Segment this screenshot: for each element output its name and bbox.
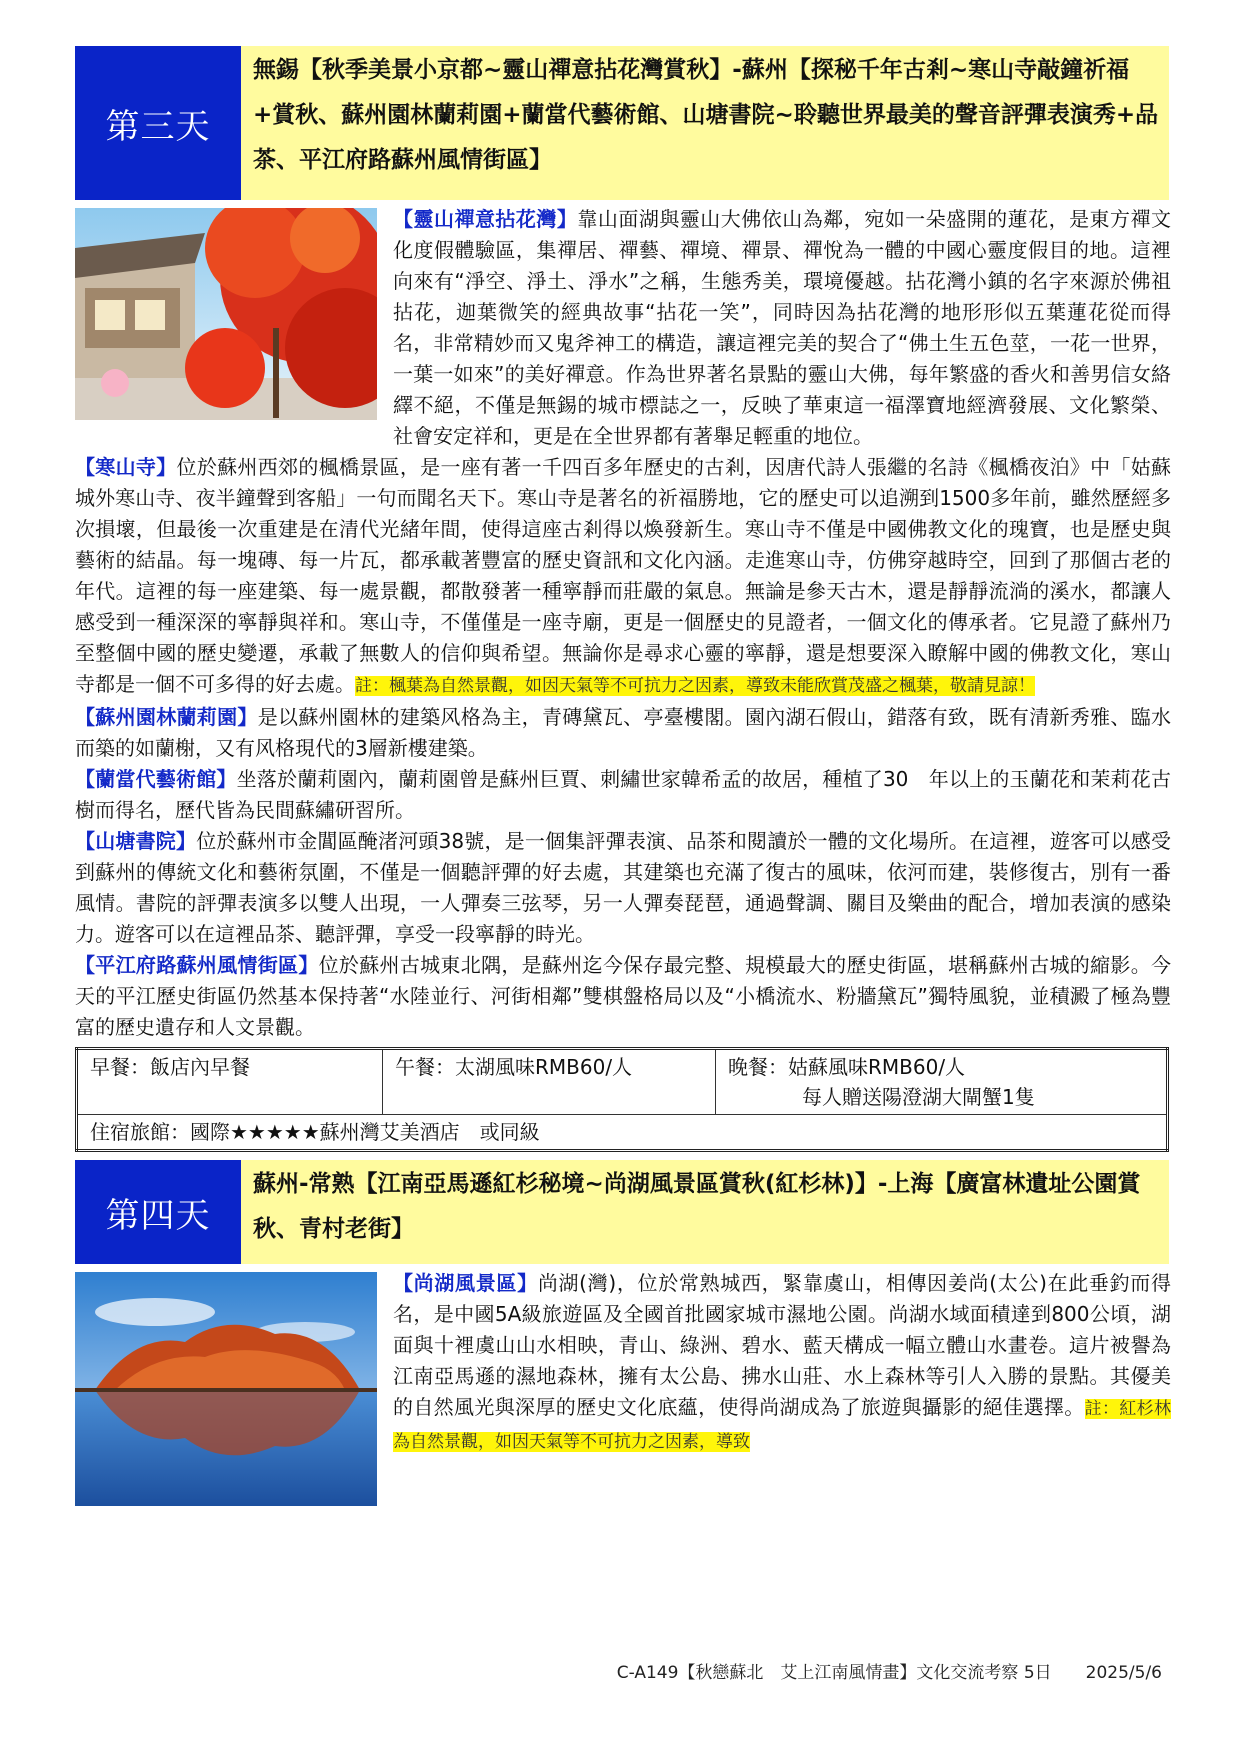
pingjiang-heading: 【平江府路蘇州風情街區】 [75, 953, 319, 977]
landang-heading: 【蘭當代藝術館】 [75, 767, 237, 791]
day4-title: 蘇州-常熟【江南亞馬遜紅杉秘境~尚湖風景區賞秋(紅杉林)】-上海【廣富林遺址公園賞秋、青村老街】 [241, 1160, 1169, 1264]
red-cedar-lake-photo-icon [75, 1272, 377, 1506]
day3-badge: 第三天 [75, 46, 241, 200]
day3-photo [75, 208, 377, 420]
lanli-paragraph [75, 702, 1171, 764]
itinerary-page [75, 46, 1171, 1508]
day3-title: 無錫【秋季美景小京都~靈山禪意拈花灣賞秋】-蘇州【探秘千年古剎~寒山寺敲鐘祈福+賞秋、蘇州園林蘭莉園+蘭當代藝術館、山塘書院~聆聽世界最美的聲音評彈表演秀+品茶、平江府路蘇州風情街區】 [241, 46, 1169, 200]
hanshan-paragraph [75, 452, 1171, 702]
red-maple-street-photo-icon [75, 208, 377, 420]
meals-row [77, 1049, 1168, 1115]
shantang-text: 位於蘇州市金閶區醃渚河頭38號，是一個集評彈表演、品茶和閱讀於一體的文化場所。在這裡，遊客可以感受到蘇州的傳統文化和藝術氛圍，不僅是一個聽評彈的好去處，其建築也充滿了復古的風味，依河而建，裝修復古，別有一番風情。書院的評彈表演多以雙人出現，一人彈奏三弦琴，另一人彈奏琵琶，通過聲調、關目及樂曲的配合，增加表演的感染力。遊客可以在這裡品茶、聽評彈，享受一段寧靜的時光。 [75, 829, 1172, 946]
breakfast-cell: 早餐：飯店內早餐 [77, 1049, 383, 1115]
hanshan-heading: 【寒山寺】 [75, 455, 177, 479]
pingjiang-paragraph [75, 950, 1171, 1043]
hanshan-text: 位於蘇州西郊的楓橋景區，是一座有著一千四百多年歷史的古剎，因唐代詩人張繼的名詩《楓橋夜泊》中「姑蘇城外寒山寺、夜半鐘聲到客船」一句而聞名天下。寒山寺是著名的祈福勝地，它的歷史可以追溯到1500多年前，雖然歷經多次損壞，但最後一次重建是在清代光緒年間，使得這座古剎得以煥發新生。寒山寺不僅是中國佛教文化的瑰寶，也是歷史與藝術的結晶。每一塊磚、每一片瓦，都承載著豐富的歷史資訊和文化內涵。走進寒山寺，仿佛穿越時空，回到了那個古老的年代。這裡的每一座建築、每一處景觀，都散發著一種寧靜而莊嚴的氣息。無論是參天古木，還是靜靜流淌的溪水，都讓人感受到一種深深的寧靜與祥和。寒山寺，不僅僅是一座寺廟，更是一個歷史的見證者，一個文化的傳承者。它見證了蘇州乃至整個中國的歷史變遷，承載了無數人的信仰與希望。無論你是尋求心靈的寧靜，還是想要深入瞭解中國的佛教文化，寒山寺都是一個不可多得的好去處。 [75, 455, 1172, 696]
pingjiang-text: 位於蘇州古城東北隅，是蘇州迄今保存最完整、規模最大的歷史街區，堪稱蘇州古城的縮影。今天的平江歷史街區仍然基本保持著“水陸並行、河街相鄰”雙棋盤格局以及“小橋流水、粉牆黛瓦”獨特風貌，並積澱了極為豐富的歷史遺存和人文景觀。 [75, 953, 1172, 1039]
day4-header [75, 1160, 1169, 1264]
lanli-text: 是以蘇州園林的建築风格為主，青磚黛瓦、亭臺樓閣。園內湖石假山，錯落有致，既有清新秀雅、臨水而築的如蘭榭，又有风格現代的3層新樓建築。 [75, 705, 1172, 760]
day3-body [75, 204, 1171, 1043]
day4-body [75, 1268, 1171, 1508]
lunch-cell: 午餐：太湖風味RMB60/人 [383, 1049, 716, 1115]
dinner-extra: 每人贈送陽澄湖大閘蟹1隻 [802, 1085, 1035, 1109]
shantang-heading: 【山塘書院】 [75, 829, 197, 853]
day4-photo [75, 1272, 377, 1506]
hotel-row [77, 1115, 1168, 1151]
lanli-heading: 【蘇州園林蘭莉園】 [75, 705, 258, 729]
hotel-cell: 住宿旅館：國際★★★★★蘇州灣艾美酒店 或同級 [77, 1115, 1168, 1151]
lingshan-heading: 【靈山禪意拈花灣】 [393, 207, 578, 231]
day3-meals-table [75, 1047, 1169, 1152]
shanghu-heading: 【尚湖風景區】 [393, 1271, 538, 1295]
shanghu-text: 尚湖(灣)，位於常熟城西，緊靠虞山，相傳因姜尚(太公)在此垂釣而得名，是中國5A級旅遊區及全國首批國家城市濕地公園。尚湖水域面積達到800公頃，湖面與十裡虞山山水相映，青山、綠洲、碧水、藍天構成一幅立體山水畫卷。這片被譽為江南亞馬遜的濕地森林，擁有太公島、拂水山莊、水上森林等引人入勝的景點。其優美的自然風光與深厚的歷史文化底蘊，使得尚湖成為了旅遊與攝影的絕佳選擇。 [393, 1271, 1171, 1419]
lingshan-text: 靠山面湖與靈山大佛依山為鄰，宛如一朵盛開的蓮花，是東方禪文化度假體驗區，集禪居、禪藝、禪境、禪景、禪悅為一體的中國心靈度假目的地。這裡向來有“淨空、淨土、淨水”之稱，生態秀美，環境優越。拈花灣小鎮的名字來源於佛祖拈花，迦葉微笑的經典故事“拈花一笑”，同時因為拈花灣的地形形似五葉蓮花從而得名，非常精妙而又鬼斧神工的構造，讓這裡完美的契合了“佛土生五色莖，一花一世界，一葉一如來”的美好禪意。作為世界著名景點的靈山大佛，每年繁盛的香火和善男信女絡繹不絕，不僅是無錫的城市標誌之一，反映了華東這一福澤寶地經濟發展、文化繁榮、社會安定祥和，更是在全世界都有著舉足輕重的地位。 [393, 207, 1172, 448]
landang-text: 坐落於蘭莉園內，蘭莉園曾是蘇州巨賈、刺繡世家韓希孟的故居，種植了30 年以上的玉蘭花和茉莉花古樹而得名，歷代皆為民間蘇繡研習所。 [75, 767, 1171, 822]
day4-badge: 第四天 [75, 1160, 241, 1264]
dinner-cell [716, 1049, 1168, 1115]
maple-note: 註：楓葉為自然景觀，如因天氣等不可抗力之因素，導致未能欣賞茂盛之楓葉，敬請見諒！ [355, 676, 1035, 696]
page-footer: C-A149【秋戀蘇北 艾上江南風情畫】文化交流考察 5日 2025/5/6 [616, 1663, 1162, 1683]
shantang-paragraph [75, 826, 1171, 950]
day3-header [75, 46, 1169, 200]
dinner-text: 晚餐：姑蘇風味RMB60/人 [728, 1055, 966, 1079]
cedar-note: 註：紅杉林為自然景觀，如因天氣等不可抗力之因素，導致 [393, 1399, 1172, 1452]
landang-paragraph [75, 764, 1171, 826]
